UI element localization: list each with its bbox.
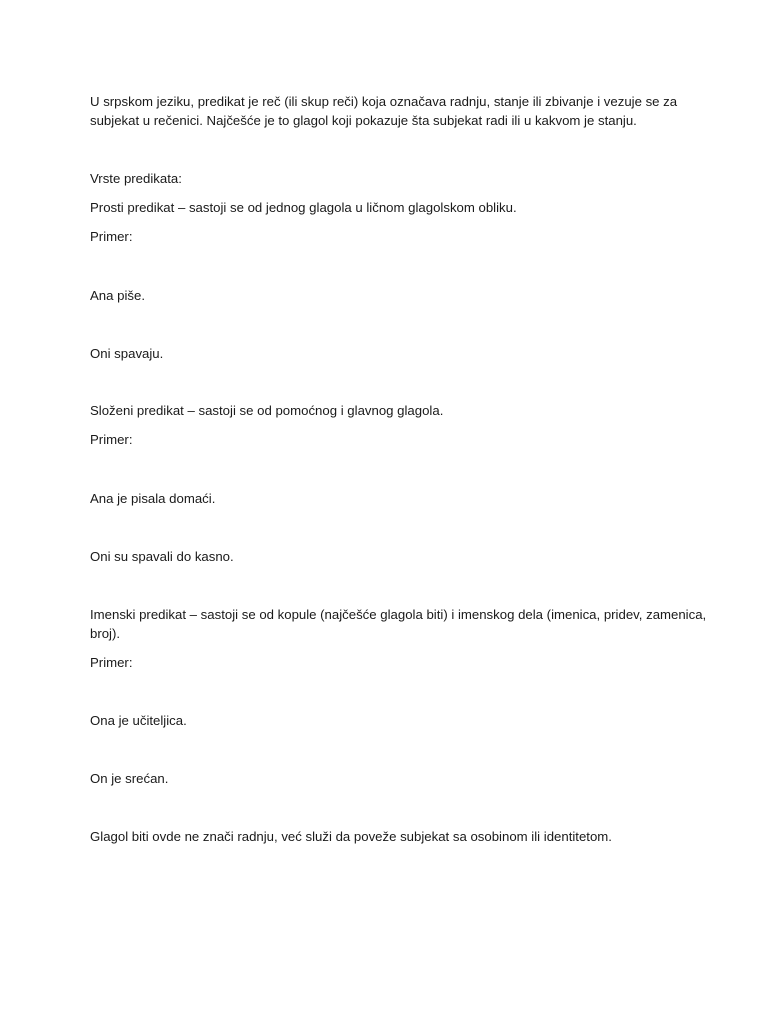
compound-predicate-definition: Složeni predikat – sastoji se od pomoćnog i glavnog glagola. <box>90 403 444 418</box>
simple-predicate-definition: Prosti predikat – sastoji se od jednog glagola u ličnom glagolskom obliku. <box>90 200 517 215</box>
simple-example-2: Oni spavaju. <box>90 346 164 361</box>
nominal-predicate-definition-line-2: broj). <box>90 626 121 641</box>
nominal-example-1: Ona je učiteljica. <box>90 713 187 728</box>
compound-example-label: Primer: <box>90 432 133 447</box>
compound-example-2: Oni su spavali do kasno. <box>90 549 234 564</box>
nominal-example-2: On je srećan. <box>90 771 169 786</box>
intro-line-1: U srpskom jeziku, predikat je reč (ili skup reči) koja označava radnju, stanje ili zbivanje i vezuje se za <box>90 94 678 109</box>
simple-example-1: Ana piše. <box>90 288 145 303</box>
nominal-predicate-definition-line-1: Imenski predikat – sastoji se od kopule (najčešće glagola biti) i imenskog dela (imenica, pridev, zamenica, <box>90 607 707 622</box>
intro-line-2: subjekat u rečenici. Najčešće je to glagol koji pokazuje šta subjekat radi ili u kakvom je stanju. <box>90 113 637 128</box>
types-heading: Vrste predikata: <box>90 171 182 186</box>
closing-note: Glagol biti ovde ne znači radnju, već služi da poveže subjekat sa osobinom ili identitetom. <box>90 829 612 844</box>
compound-example-1: Ana je pisala domaći. <box>90 491 216 506</box>
simple-example-label: Primer: <box>90 229 133 244</box>
nominal-example-label: Primer: <box>90 655 133 670</box>
